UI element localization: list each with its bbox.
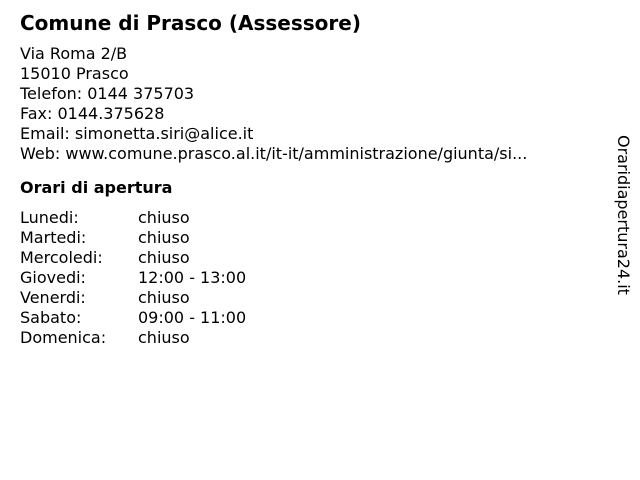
hours-value: chiuso <box>138 288 190 307</box>
day-label: Giovedi: <box>20 268 86 287</box>
city-address: 15010 Prasco <box>20 64 129 83</box>
phone-number: Telefon: 0144 375703 <box>20 84 195 103</box>
hours-row <box>20 288 590 308</box>
hours-row <box>20 248 590 268</box>
opening-hours-heading: Orari di apertura <box>20 178 173 197</box>
day-label: Lunedi: <box>20 208 79 227</box>
street-address: Via Roma 2/B <box>20 44 128 63</box>
fax-number: Fax: 0144.375628 <box>20 104 165 123</box>
email-address: Email: simonetta.siri@alice.it <box>20 124 254 143</box>
hours-value: 09:00 - 11:00 <box>138 308 247 327</box>
hours-row <box>20 328 590 348</box>
opening-hours-table <box>20 208 590 348</box>
day-label: Martedi: <box>20 228 87 247</box>
hours-value: chiuso <box>138 248 190 267</box>
page-title: Comune di Prasco (Assessore) <box>20 11 361 35</box>
hours-row <box>20 228 590 248</box>
hours-value: chiuso <box>138 208 190 227</box>
hours-row <box>20 308 590 328</box>
website-link: Web: www.comune.prasco.al.it/it-it/amministrazione/giunta/si... <box>20 144 528 163</box>
hours-row <box>20 268 590 288</box>
day-label: Mercoledi: <box>20 248 103 267</box>
brand-sidebar <box>600 0 640 480</box>
day-label: Venerdi: <box>20 288 86 307</box>
hours-value: 12:00 - 13:00 <box>138 268 247 287</box>
day-label: Domenica: <box>20 328 107 347</box>
business-card <box>20 10 590 348</box>
hours-row <box>20 208 590 228</box>
hours-value: chiuso <box>138 228 190 247</box>
address-block <box>20 44 590 164</box>
brand-watermark: Oraridiapertura24.it <box>614 135 633 295</box>
day-label: Sabato: <box>20 308 82 327</box>
hours-value: chiuso <box>138 328 190 347</box>
